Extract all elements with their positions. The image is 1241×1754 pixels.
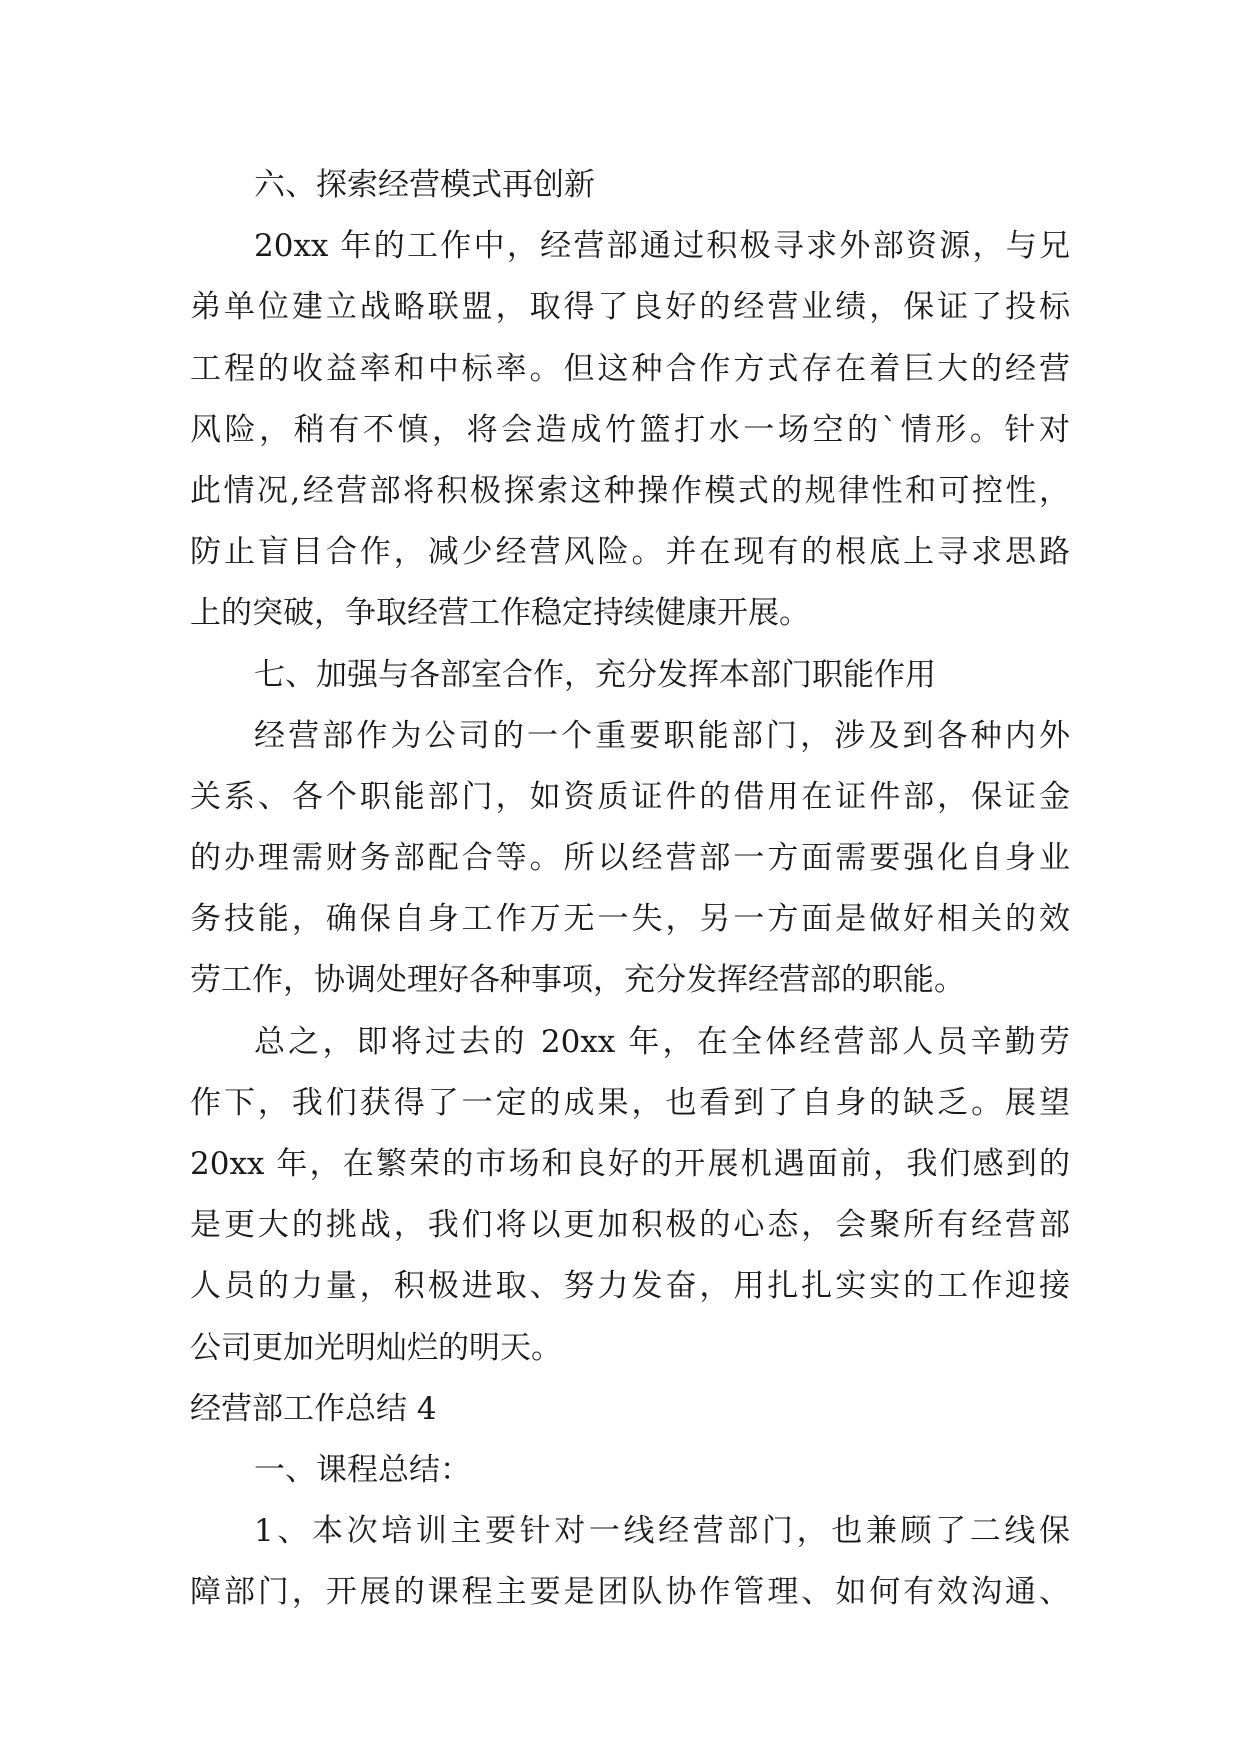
text-line: 障部门，开展的课程主要是团队协作管理、如何有效沟通、 xyxy=(190,1574,1070,1611)
text-line: 作下，我们获得了一定的成果，也看到了自身的缺乏。展望 xyxy=(190,1084,1070,1121)
text-line: 风险，稍有不慎，将会造成竹篮打水一场空的`情形。针对 xyxy=(190,411,1070,448)
text-line: 20xx 年的工作中，经营部通过积极寻求外部资源，与兄 xyxy=(254,228,1070,265)
text-line: 是更大的挑战，我们将以更加积极的心态，会聚所有经营部 xyxy=(190,1207,1070,1244)
text-line: 劳工作，协调处理好各种事项，充分发挥经营部的职能。 xyxy=(190,962,965,999)
text-line: 上的突破，争取经营工作稳定持续健康开展。 xyxy=(190,595,810,632)
text-line: 此情况,经营部将积极探索这种操作模式的规律性和可控性， xyxy=(190,472,1070,509)
text-line: 20xx 年，在繁荣的市场和良好的开展机遇面前，我们感到的 xyxy=(190,1146,1070,1182)
text-line: 人员的力量，积极进取、努力发奋，用扎扎实实的工作迎接 xyxy=(190,1268,1070,1305)
text-line: 关系、各个职能部门，如资质证件的借用在证件部，保证金 xyxy=(190,778,1070,815)
text-line: 工程的收益率和中标率。但这种合作方式存在着巨大的经营 xyxy=(190,350,1070,387)
text-line: 经营部作为公司的一个重要职能部门，涉及到各种内外 xyxy=(254,717,1070,754)
text-line: 务技能，确保自身工作万无一失，另一方面是做好相关的效 xyxy=(190,901,1070,938)
text-line: 1、本次培训主要针对一线经营部门，也兼顾了二线保 xyxy=(254,1513,1070,1550)
text-line: 六、探索经营模式再创新 xyxy=(254,167,595,203)
text-line: 七、加强与各部室合作，充分发挥本部门职能作用 xyxy=(254,656,936,693)
text-line: 弟单位建立战略联盟，取得了良好的经营业绩，保证了投标 xyxy=(190,289,1070,326)
text-line: 经营部工作总结 4 xyxy=(190,1390,437,1427)
document-body xyxy=(190,155,1070,1624)
text-line: 总之，即将过去的 20xx 年，在全体经营部人员辛勤劳 xyxy=(254,1023,1070,1060)
text-line: 公司更加光明灿烂的明天。 xyxy=(190,1329,562,1366)
text-line: 的办理需财务部配合等。所以经营部一方面需要强化自身业 xyxy=(190,840,1070,877)
text-line: 防止盲目合作，减少经营风险。并在现有的根底上寻求思路 xyxy=(190,534,1070,571)
text-line: 一、课程总结： xyxy=(254,1451,471,1488)
